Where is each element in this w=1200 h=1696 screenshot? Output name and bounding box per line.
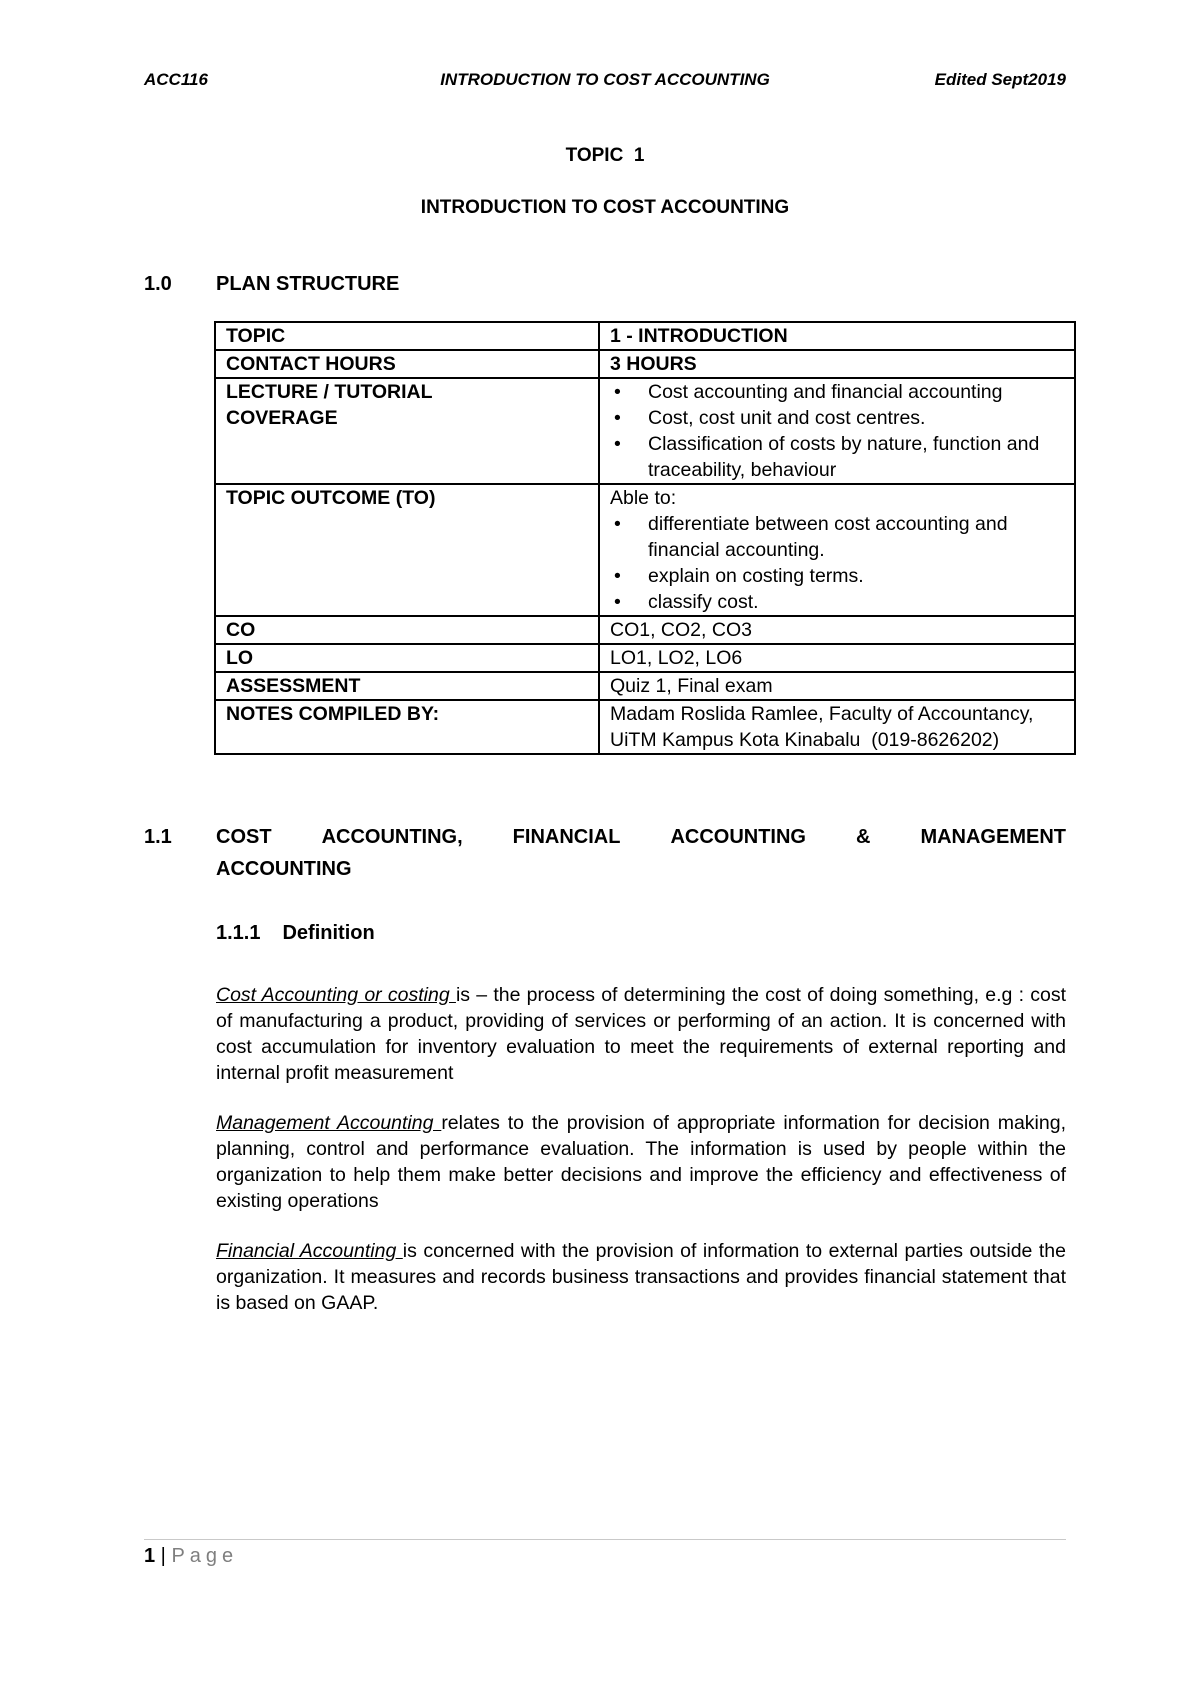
table-row [215, 616, 1075, 644]
row-value [599, 484, 1075, 616]
table-row [215, 322, 1075, 350]
outcome-list [610, 511, 1064, 615]
heading-word: MANAGEMENT [920, 826, 1066, 848]
page-footer [144, 1545, 238, 1568]
row-label: TOPIC OUTCOME (TO) [215, 484, 599, 616]
section-title-line-2: ACCOUNTING [216, 858, 352, 880]
row-label: CO [215, 616, 599, 644]
page-label: Page [171, 1545, 239, 1567]
header-edition: Edited Sept2019 [934, 70, 1066, 89]
heading-word: ACCOUNTING [670, 826, 806, 848]
row-value: 3 HOURS [599, 350, 1075, 378]
outcome-intro: Able to: [610, 487, 677, 509]
heading-word: COST [216, 826, 272, 848]
coverage-list [610, 379, 1064, 483]
footer-divider [144, 1539, 1066, 1540]
row-label: ASSESSMENT [215, 672, 599, 700]
table-row [215, 672, 1075, 700]
plan-structure-table [214, 321, 1076, 755]
table-row [215, 700, 1075, 754]
definition-cost-accounting [216, 982, 1066, 1086]
table-row [215, 484, 1075, 616]
table-row [215, 350, 1075, 378]
row-value: CO1, CO2, CO3 [599, 616, 1075, 644]
table-row [215, 644, 1075, 672]
table-row [215, 378, 1075, 484]
list-item: • Classification of costs by nature, function and traceability, behaviour [610, 431, 1064, 483]
list-item: • Cost accounting and financial accounting [610, 379, 1064, 405]
row-value [599, 378, 1075, 484]
section-number: 1.0 [144, 273, 172, 295]
term-financial-accounting: Financial Accounting [216, 1240, 403, 1262]
row-label: CONTACT HOURS [215, 350, 599, 378]
definition-text: is – the process of determining the cost of doing something, e.g : cost of manufacturing a product, providing of services or performing of an action. It is concerned with cost accumulation for inventory evaluation to meet the requirements of external reporting and internal profit measurement [216, 984, 1066, 1084]
heading-word: ACCOUNTING, [321, 826, 463, 848]
row-label: NOTES COMPILED BY: [215, 700, 599, 754]
topic-title: TOPIC 1 [565, 145, 645, 166]
definition-text: relates to the provision of appropriate information for decision making, planning, control and performance evaluation. The information is used by people within the organization to help them make better decisions and improve the efficiency and effectiveness of existing operations [216, 1112, 1066, 1212]
section-number: 1.1 [144, 826, 172, 848]
row-label: LECTURE / TUTORIAL COVERAGE [215, 378, 599, 484]
row-value: Quiz 1, Final exam [599, 672, 1075, 700]
row-value: LO1, LO2, LO6 [599, 644, 1075, 672]
heading-word: FINANCIAL [512, 826, 621, 848]
list-item: • classify cost. [610, 589, 1064, 615]
definition-management-accounting [216, 1110, 1066, 1214]
section-number: 1.1.1 [216, 922, 261, 944]
term-cost-accounting: Cost Accounting or costing [216, 984, 456, 1006]
section-title: Definition [282, 922, 375, 944]
term-management-accounting: Management Accounting [216, 1112, 442, 1134]
list-item: • explain on costing terms. [610, 563, 1064, 589]
header-course-title: INTRODUCTION TO COST ACCOUNTING [440, 70, 770, 89]
running-header [144, 70, 1066, 94]
section-title-line-1 [216, 821, 1066, 853]
list-item: • Cost, cost unit and cost centres. [610, 405, 1064, 431]
row-value: 1 - INTRODUCTION [599, 322, 1075, 350]
definition-financial-accounting [216, 1238, 1066, 1316]
section-1-1-1-heading [216, 922, 375, 945]
row-label: LO [215, 644, 599, 672]
header-course-code: ACC116 [144, 70, 208, 89]
footer-separator: | [155, 1545, 172, 1567]
section-title: PLAN STRUCTURE [216, 273, 400, 295]
list-item: • differentiate between cost accounting and financial accounting. [610, 511, 1064, 563]
page-number: 1 [144, 1545, 156, 1567]
heading-word: & [855, 826, 871, 848]
row-label: TOPIC [215, 322, 599, 350]
definition-text: is concerned with the provision of information to external parties outside the organization. It measures and records business transactions and provides financial statement that is based on GAAP. [216, 1240, 1066, 1314]
row-value: Madam Roslida Ramlee, Faculty of Accountancy, UiTM Kampus Kota Kinabalu (019-8626202) [599, 700, 1075, 754]
topic-subtitle: INTRODUCTION TO COST ACCOUNTING [420, 197, 790, 218]
